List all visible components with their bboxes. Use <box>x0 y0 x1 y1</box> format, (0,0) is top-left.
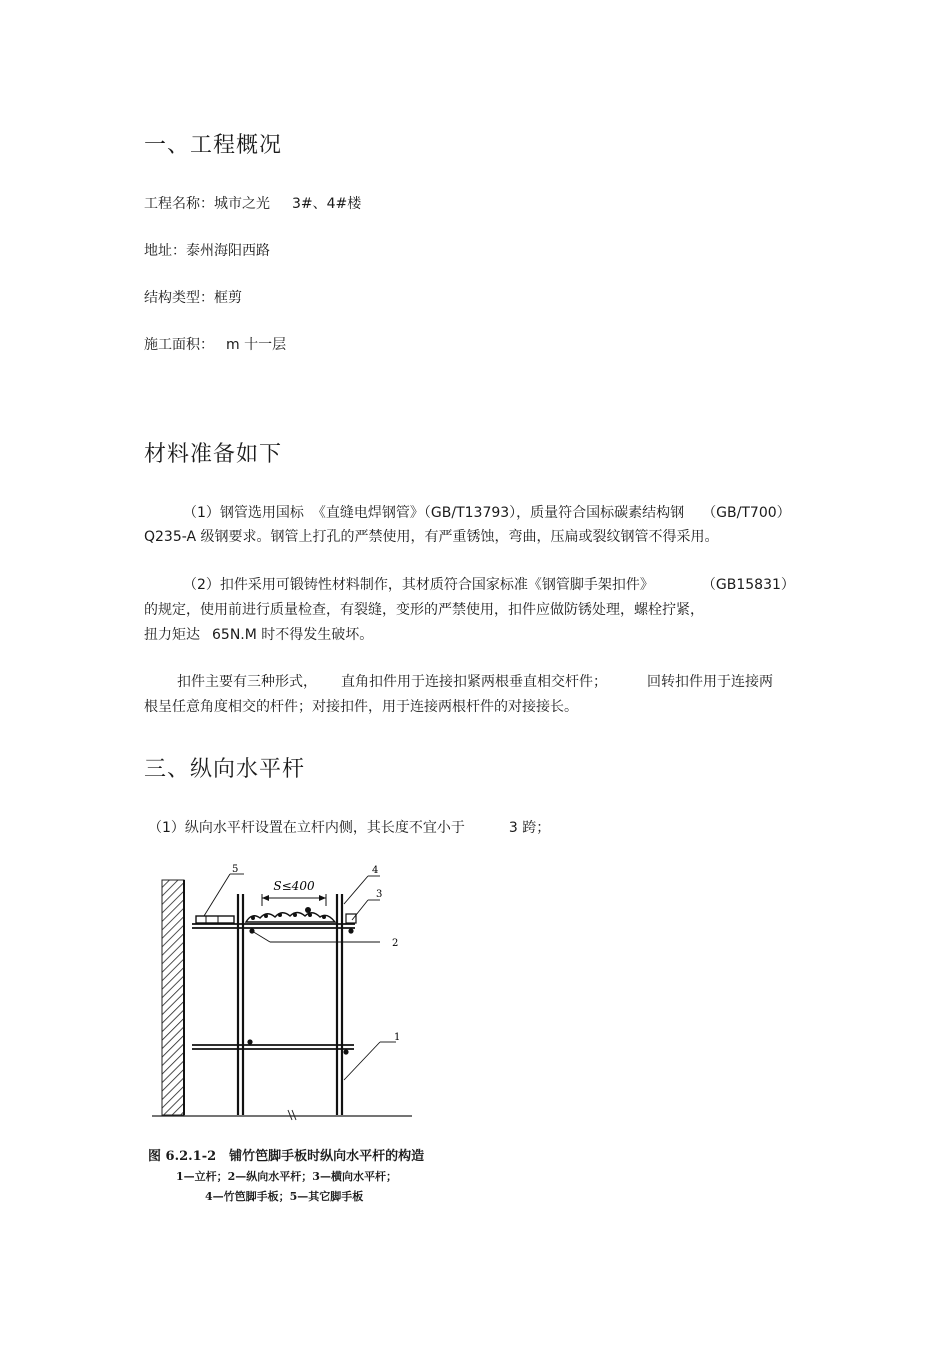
scaffold-diagram <box>140 858 430 1123</box>
area-value: m 十一层 <box>226 337 287 353</box>
break-mark <box>288 1110 296 1120</box>
material-p2-line1 <box>183 574 795 594</box>
p2-l1-b: （GB15831） <box>701 577 795 593</box>
p2-l3-b: 65N.M 时不得发生破坏。 <box>212 627 374 643</box>
material-p2-line2: 的规定，使用前进行质量检查，有裂缝，变形的严禁使用，扣件应做防锈处理，螺栓拧紧， <box>144 602 704 618</box>
section3-p1 <box>148 817 550 837</box>
bamboo-board <box>246 913 356 924</box>
material-p3-line2: 根呈任意角度相交的杆件；对接扣件，用于连接两根杆件的对接接长。 <box>144 699 578 715</box>
p2-l1-a: （2）扣件采用可锻铸性材料制作，其材质符合国家标准《钢管脚手架扣件》 <box>183 577 654 593</box>
lower-transverse-bar <box>192 1039 354 1054</box>
address-line: 地址：泰州海阳西路 <box>144 243 270 259</box>
section2-heading: 材料准备如下 <box>144 442 283 467</box>
p3-l1-a: 扣件主要有三种形式， <box>177 674 317 690</box>
callout-3: 3 <box>376 889 383 900</box>
s3-p1-a: （1）纵向水平杆设置在立杆内侧，其长度不宜小于 <box>148 820 465 836</box>
callout-2: 2 <box>392 938 399 949</box>
project-name-line <box>144 193 361 213</box>
project-name-label: 工程名称：城市之光 <box>144 196 270 212</box>
callout-1: 1 <box>394 1032 401 1043</box>
p2-l3-a: 扭力矩达 <box>144 627 200 643</box>
s3-p1-b: 3 跨； <box>508 820 551 836</box>
figure-caption-title: 图 6.2.1-2 铺竹笆脚手板时纵向水平杆的构造 <box>148 1149 425 1164</box>
structure-line: 结构类型：框剪 <box>144 290 242 306</box>
callout-4: 4 <box>372 865 379 876</box>
material-p2-line3 <box>144 624 373 644</box>
p1-l1-b: 《直缝电焊钢管》（GB/T13793），质量符合国标碳素结构钢 <box>311 505 685 521</box>
project-name-value: 3#、4#楼 <box>292 196 362 212</box>
area-label: 施工面积： <box>144 337 214 353</box>
figure-caption-legend-1: 1—立杆；2—纵向水平杆；3—横向水平杆； <box>176 1170 397 1183</box>
spacing-dimension <box>262 879 326 906</box>
other-board <box>196 916 234 923</box>
p1-l1-a: （1）钢管选用国标 <box>183 505 304 521</box>
p3-l1-b: 直角扣件用于连接扣紧两根垂直相交杆件； <box>341 674 607 690</box>
material-p1-line1 <box>183 502 791 522</box>
spacing-label: S≤400 <box>273 879 315 893</box>
figure-caption-legend-2: 4—竹笆脚手板；5—其它脚手板 <box>205 1190 364 1203</box>
callout-5: 5 <box>232 864 239 875</box>
material-p1-line2: Q235-A 级钢要求。钢管上打孔的严禁使用，有严重锈蚀，弯曲，压扁或裂纹钢管不得采用。 <box>144 529 719 545</box>
area-line <box>144 334 286 354</box>
material-p3-line1 <box>177 671 773 691</box>
p1-l1-c: （GB/T700） <box>702 505 791 521</box>
transverse-bar <box>192 924 355 928</box>
section3-heading: 三、纵向水平杆 <box>144 757 306 782</box>
section1-heading: 一、工程概况 <box>144 133 283 158</box>
p3-l1-c: 回转扣件用于连接两 <box>647 674 773 690</box>
wall <box>162 880 184 1115</box>
